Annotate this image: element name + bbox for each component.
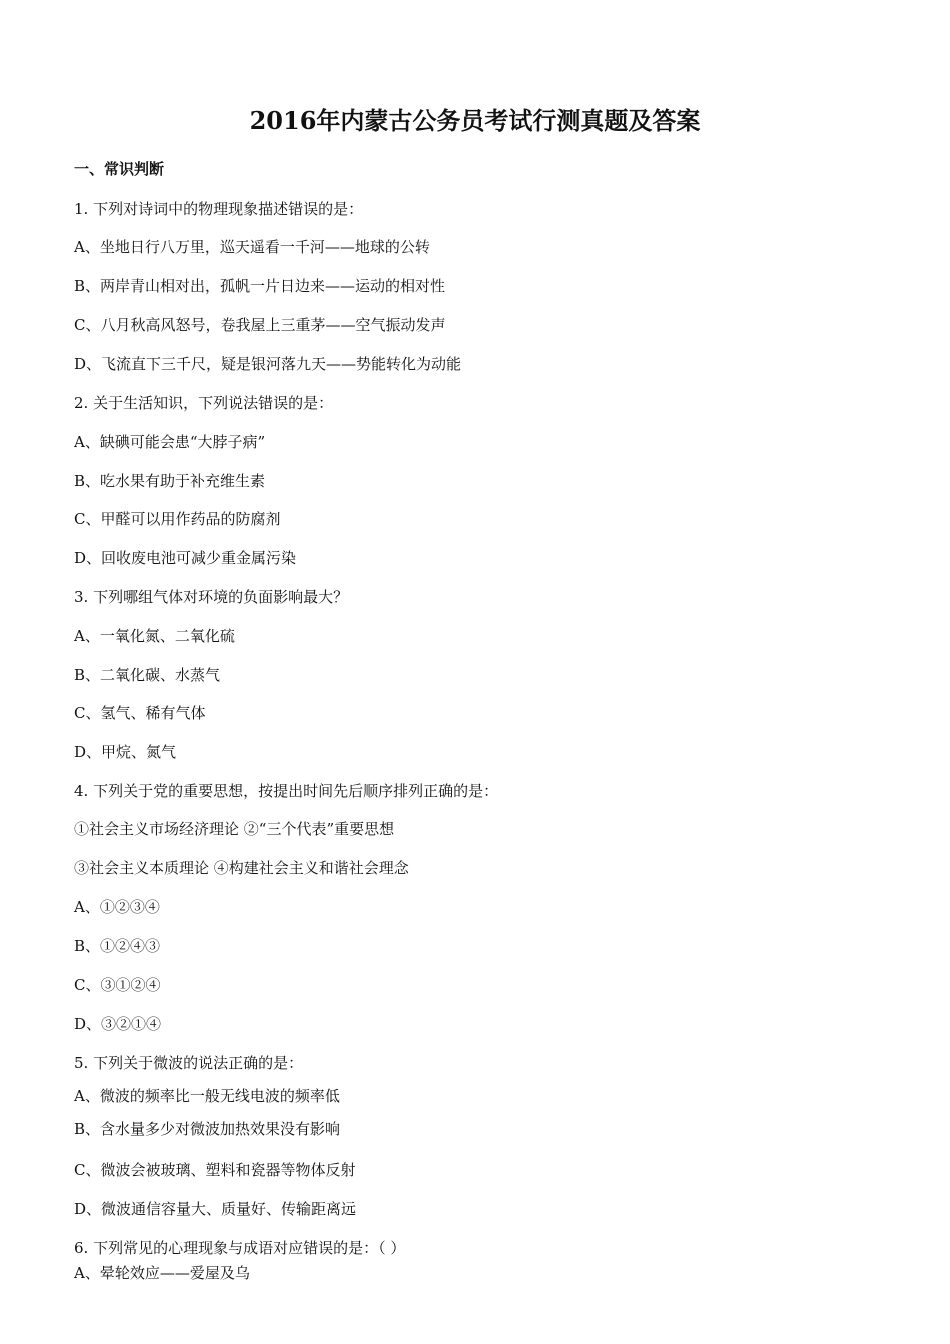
section-heading: 一、常识判断: [74, 160, 165, 178]
question-4-stem: 4. 下列关于党的重要思想，按提出时间先后顺序排列正确的是：: [74, 782, 499, 800]
question-3-option-a: A、一氧化氮、二氧化硫: [74, 627, 235, 645]
question-2-option-d: D、回收废电池可减少重金属污染: [74, 549, 297, 567]
question-4-option-b: B、①②④③: [74, 937, 161, 955]
question-3-stem: 3. 下列哪组气体对环境的负面影响最大？: [74, 588, 349, 606]
question-5-option-a: A、微波的频率比一般无线电波的频率低: [74, 1087, 340, 1105]
question-2-stem: 2. 关于生活知识，下列说法错误的是：: [74, 394, 334, 412]
question-6-option-a: A、晕轮效应——爱屋及乌: [74, 1264, 250, 1282]
question-3-option-c: C、氢气、稀有气体: [74, 704, 206, 722]
document-title: 2016年内蒙古公务员考试行测真题及答案: [249, 106, 701, 135]
question-4-item-line-1: ①社会主义市场经济理论 ②“三个代表”重要思想: [74, 820, 395, 838]
question-1-stem: 1. 下列对诗词中的物理现象描述错误的是：: [74, 200, 364, 218]
question-5-option-c: C、微波会被玻璃、塑料和瓷器等物体反射: [74, 1161, 356, 1179]
question-5-option-b: B、含水量多少对微波加热效果没有影响: [74, 1120, 341, 1138]
question-6-stem: 6. 下列常见的心理现象与成语对应错误的是：（ ）: [74, 1239, 406, 1257]
question-1-option-a: A、坐地日行八万里，巡天遥看一千河——地球的公转: [74, 238, 430, 256]
question-2-option-a: A、缺碘可能会患“大脖子病”: [74, 433, 266, 451]
question-4-item-line-2: ③社会主义本质理论 ④构建社会主义和谐社会理念: [74, 859, 409, 877]
question-1-option-c: C、八月秋高风怒号，卷我屋上三重茅——空气振动发声: [74, 316, 446, 334]
question-3-option-d: D、甲烷、氮气: [74, 743, 177, 761]
question-4-option-a: A、①②③④: [74, 898, 160, 916]
question-3-option-b: B、二氧化碳、水蒸气: [74, 666, 221, 684]
question-5-option-d: D、微波通信容量大、质量好、传输距离远: [74, 1200, 357, 1218]
question-5-stem: 5. 下列关于微波的说法正确的是：: [74, 1054, 304, 1072]
question-1-option-b: B、两岸青山相对出，孤帆一片日边来——运动的相对性: [74, 277, 446, 295]
question-1-option-d: D、飞流直下三千尺，疑是银河落九天——势能转化为动能: [74, 355, 462, 373]
question-4-option-c: C、③①②④: [74, 976, 161, 994]
question-4-option-d: D、③②①④: [74, 1015, 162, 1033]
question-2-option-c: C、甲醛可以用作药品的防腐剂: [74, 510, 281, 528]
question-2-option-b: B、吃水果有助于补充维生素: [74, 472, 266, 490]
